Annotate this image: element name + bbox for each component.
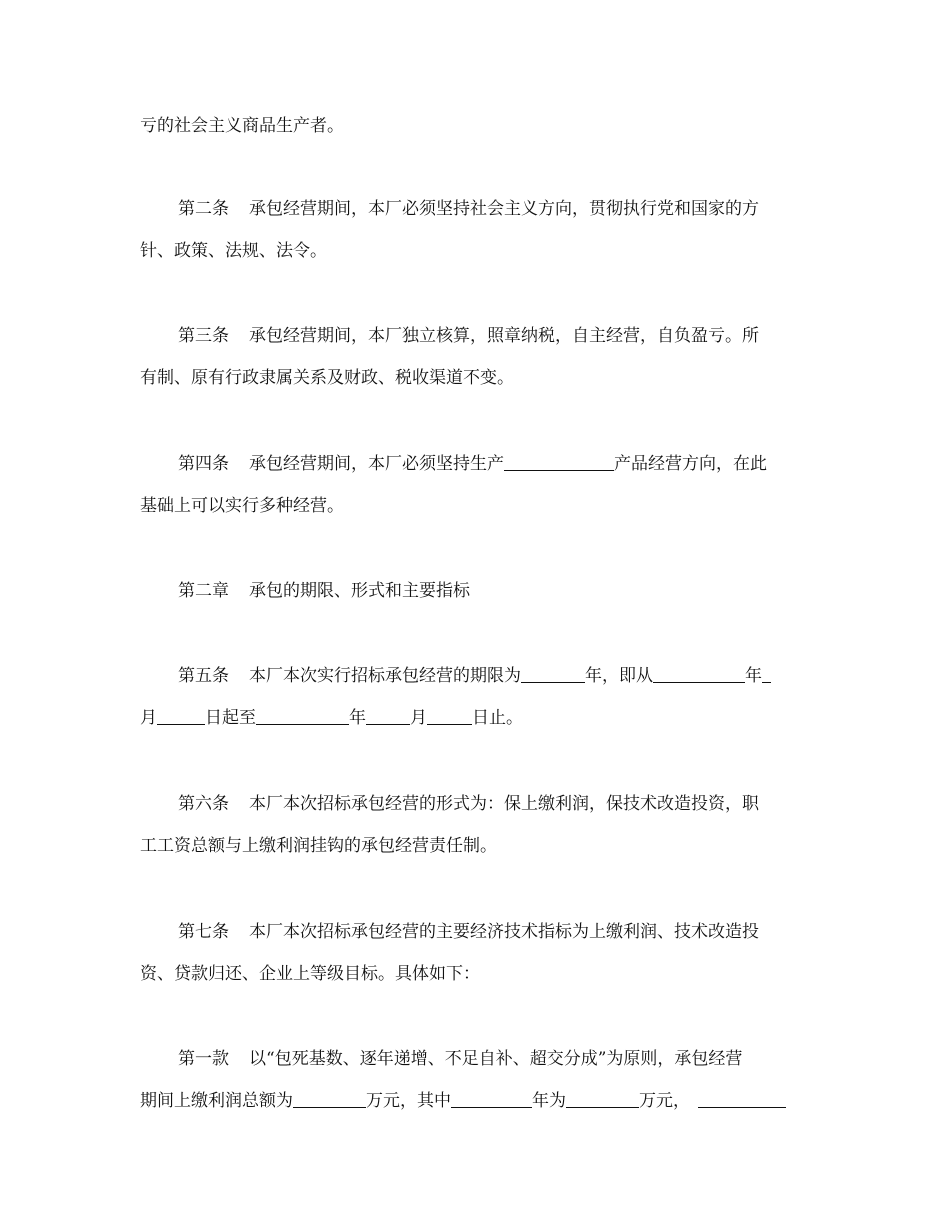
fill-blank[interactable] xyxy=(566,1090,639,1108)
article-label: 第三条 xyxy=(178,326,229,346)
chapter-label: 第二章 xyxy=(178,581,229,601)
clause-text: 以“包死基数、逐年递增、不足自补、超交分成”为原则，承包经营 xyxy=(249,1049,743,1069)
fill-blank[interactable] xyxy=(256,707,349,725)
clause-label: 第一款 xyxy=(178,1049,229,1069)
article-text: 产品经营方向，在此 xyxy=(614,454,767,474)
article-text: 年 xyxy=(745,666,762,686)
clause-text: 万元，其中 xyxy=(366,1091,451,1111)
article-text: 日起至 xyxy=(205,708,256,728)
fill-blank[interactable] xyxy=(427,707,472,725)
article-7-continuation xyxy=(140,962,820,986)
article-label: 第七条 xyxy=(178,922,229,942)
fill-blank[interactable] xyxy=(157,707,205,725)
article-text: 针、政策、法规、法令。 xyxy=(140,241,327,261)
article-text: 承包经营期间，本厂必须坚持社会主义方向，贯彻执行党和国家的方 xyxy=(249,199,759,219)
article-label: 第五条 xyxy=(178,666,229,686)
chapter-heading xyxy=(178,579,818,603)
clause-1-continuation xyxy=(140,1089,820,1113)
article-3-continuation xyxy=(140,366,820,390)
article-text: 工工资总额与上缴利润挂钩的承包经营责任制。 xyxy=(140,836,497,856)
chapter-title: 承包的期限、形式和主要指标 xyxy=(249,581,470,601)
article-text: 年 xyxy=(349,708,366,728)
fill-blank[interactable] xyxy=(504,453,614,471)
article-text: 资、贷款归还、企业上等级目标。具体如下： xyxy=(140,964,480,984)
article-label: 第四条 xyxy=(178,454,229,474)
fill-blank[interactable] xyxy=(698,1090,786,1108)
article-5 xyxy=(178,664,818,688)
article-6 xyxy=(178,792,818,816)
article-text: 承包经营期间，本厂必须坚持生产 xyxy=(249,454,504,474)
fill-blank[interactable] xyxy=(451,1090,532,1108)
article-text: 基础上可以实行多种经营。 xyxy=(140,496,344,516)
article-text: 有制、原有行政隶属关系及财政、税收渠道不变。 xyxy=(140,368,514,388)
fill-blank[interactable] xyxy=(653,665,745,683)
article-4-continuation xyxy=(140,494,820,518)
article-label: 第六条 xyxy=(178,794,229,814)
clause-text: 万元， xyxy=(639,1091,690,1111)
article-2 xyxy=(178,197,818,221)
article-5-continuation xyxy=(140,706,820,730)
article-text: 承包经营期间，本厂独立核算，照章纳税，自主经营，自负盈亏。所 xyxy=(249,326,759,346)
clause-text: 期间上缴利润总额为 xyxy=(140,1091,293,1111)
article-label: 第二条 xyxy=(178,199,229,219)
article-text: 月 xyxy=(410,708,427,728)
article-text: 本厂本次实行招标承包经营的期限为 xyxy=(249,666,521,686)
paragraph-text: 亏的社会主义商品生产者。 xyxy=(140,116,344,136)
article-text: 本厂本次招标承包经营的形式为：保上缴利润，保技术改造投资，职 xyxy=(249,794,759,814)
article-text: 本厂本次招标承包经营的主要经济技术指标为上缴利润、技术改造投 xyxy=(249,922,759,942)
fill-blank[interactable] xyxy=(293,1090,366,1108)
clause-text: 年为 xyxy=(532,1091,566,1111)
article-7 xyxy=(178,920,818,944)
article-2-continuation xyxy=(140,239,820,263)
article-4 xyxy=(178,452,818,476)
fill-blank[interactable] xyxy=(762,665,771,683)
article-text: 日止。 xyxy=(472,708,523,728)
article-text: 月 xyxy=(140,708,157,728)
article-6-continuation xyxy=(140,834,820,858)
clause-1 xyxy=(178,1047,818,1071)
fill-blank[interactable] xyxy=(366,707,410,725)
paragraph-continuation xyxy=(140,114,820,138)
fill-blank[interactable] xyxy=(521,665,585,683)
article-3 xyxy=(178,324,818,348)
article-text: 年，即从 xyxy=(585,666,653,686)
